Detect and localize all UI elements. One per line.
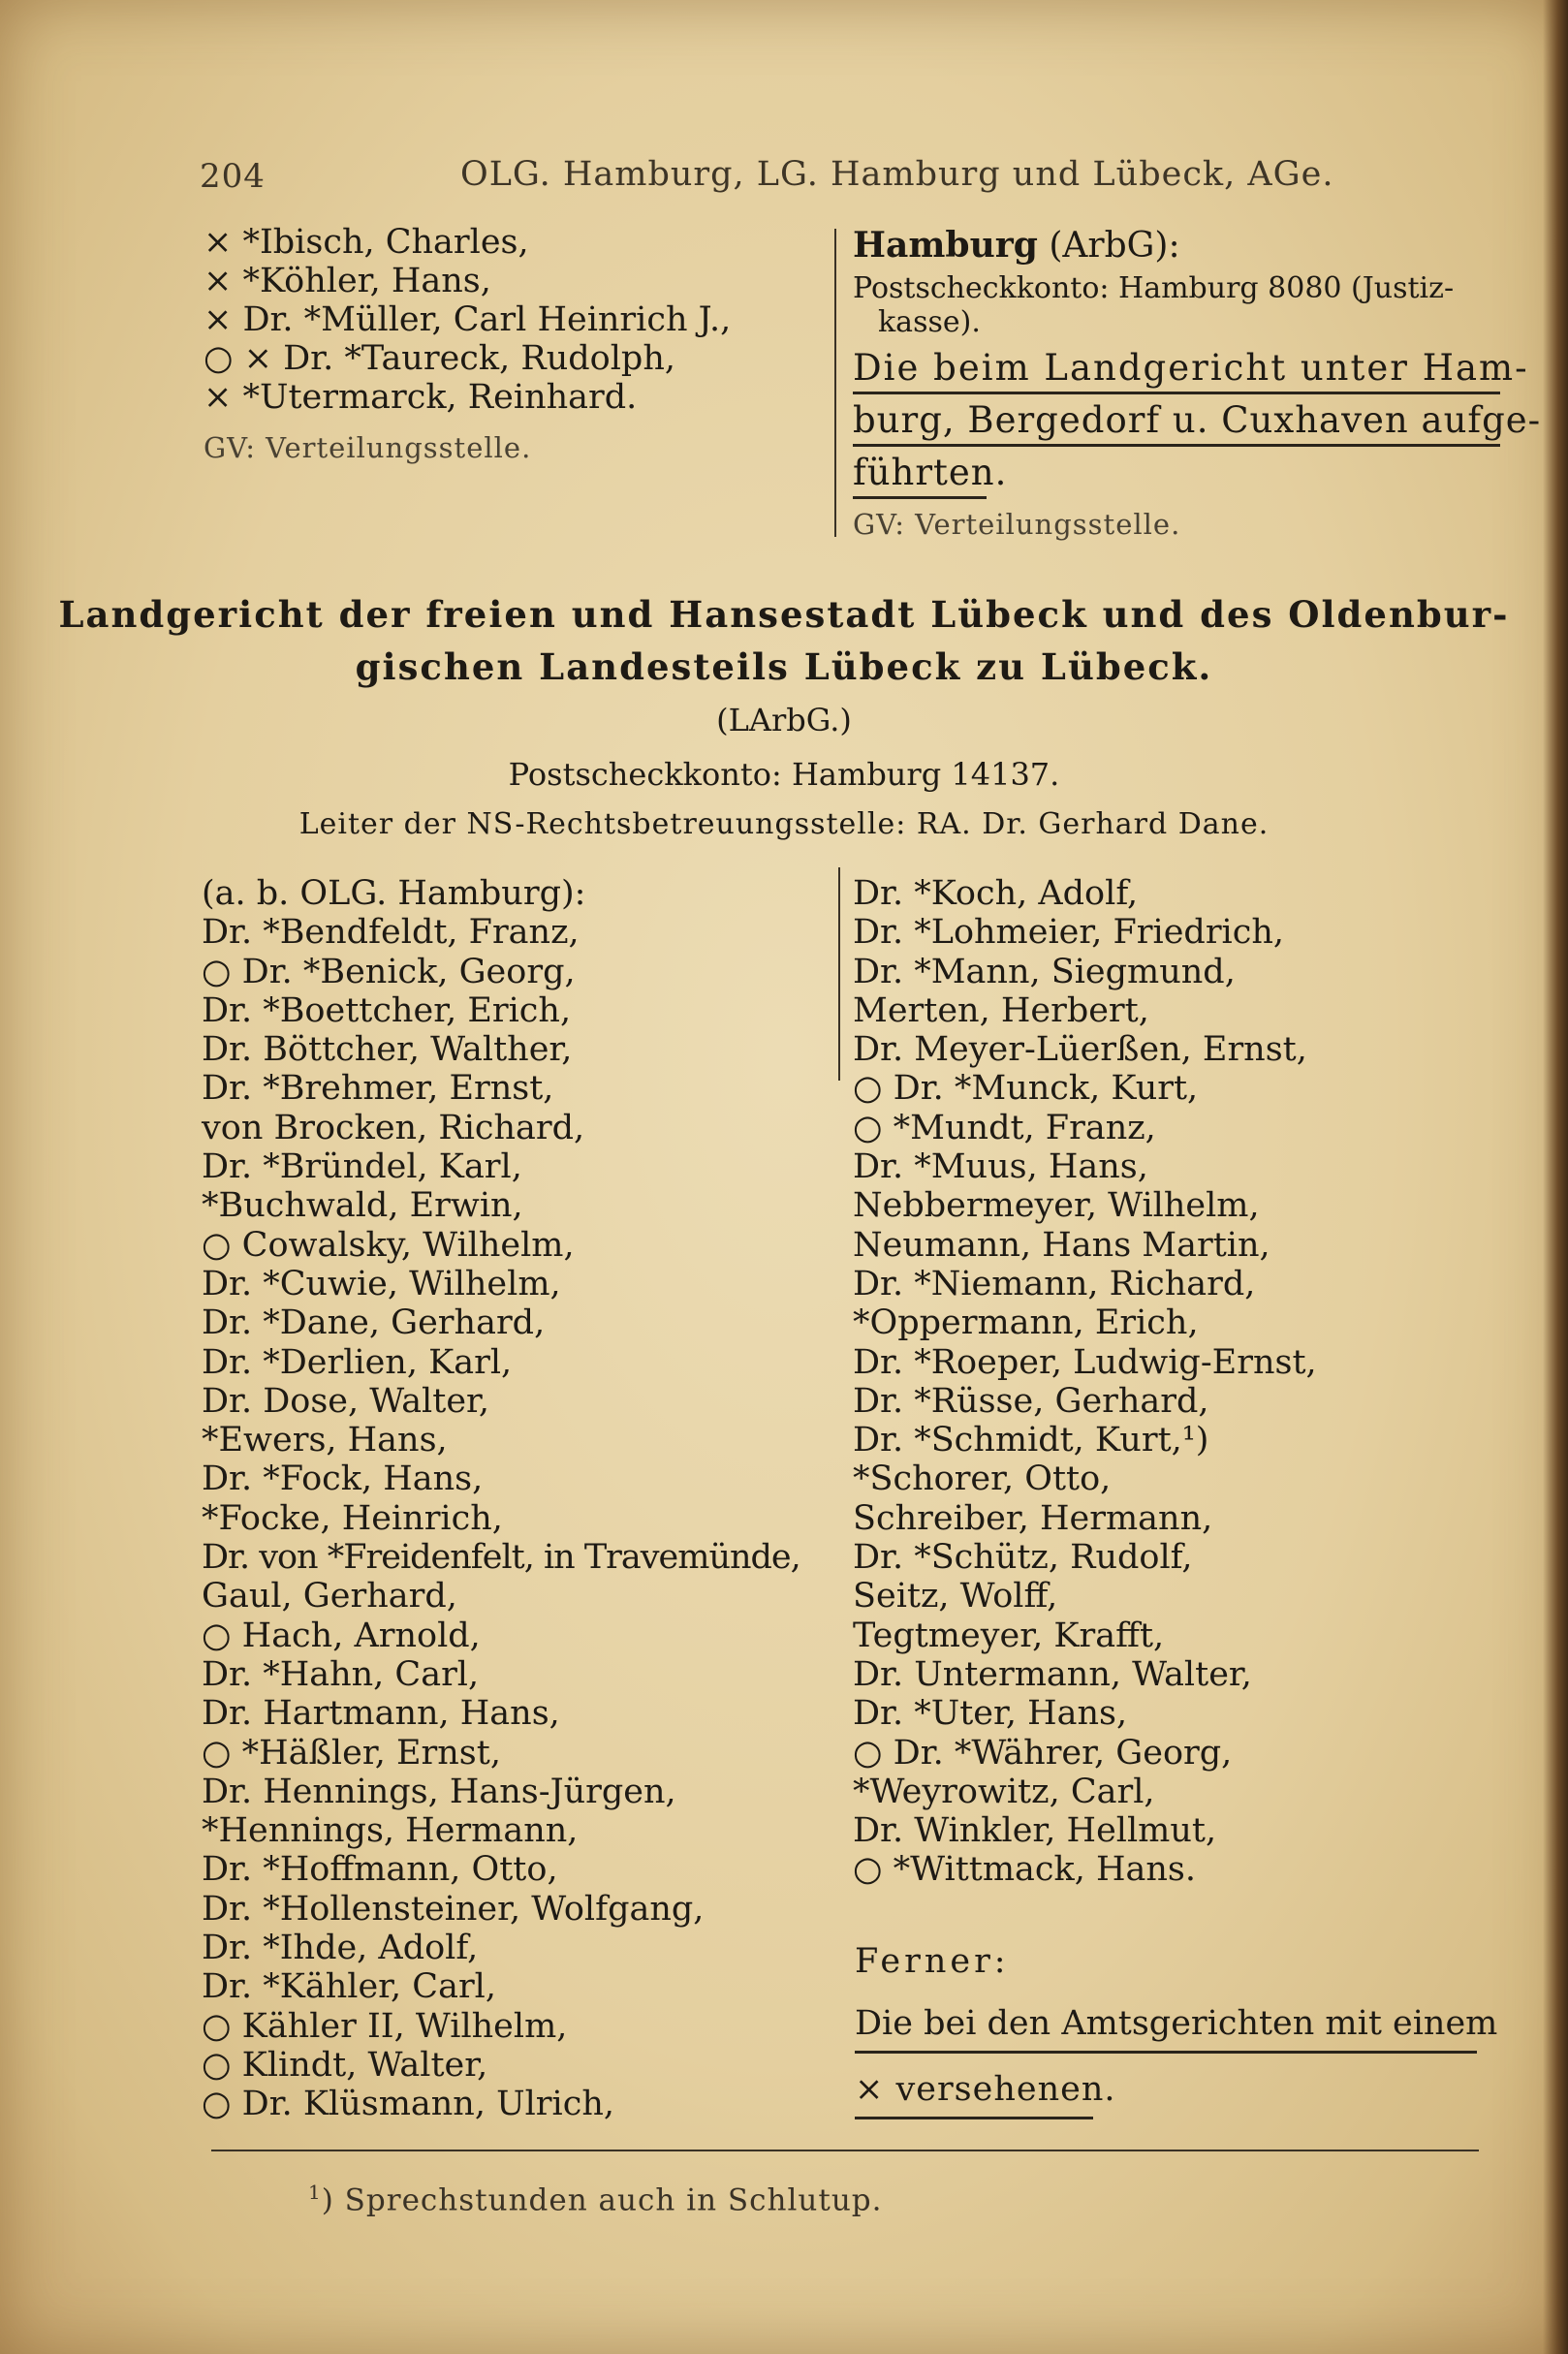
list-item: Dr. *Hoffmann, Otto, xyxy=(202,1850,558,1890)
hamburg-note-line3: führten. xyxy=(853,452,1008,493)
list-item: × Dr. *Müller, Carl Heinrich J., xyxy=(204,300,732,339)
list-item: Neumann, Hans Martin, xyxy=(853,1225,1270,1265)
footnote-text: ) Sprechstunden auch in Schlutup. xyxy=(321,2182,883,2218)
court-heading-line1: Landgericht der freien und Hansestadt Lübeck und des Oldenbur- xyxy=(58,593,1510,636)
list-item: (a. b. OLG. Hamburg): xyxy=(202,874,586,913)
list-item: Dr. *Dane, Gerhard, xyxy=(202,1303,546,1343)
top-left-note: GV: Verteilungsstelle. xyxy=(204,431,532,464)
running-head: OLG. Hamburg, LG. Hamburg und Lübeck, AGe. xyxy=(460,155,1334,194)
list-item: Dr. *Bendfeldt, Franz, xyxy=(202,913,580,953)
list-item: Dr. *Rüsse, Gerhard, xyxy=(853,1381,1209,1421)
court-heading-line2: gischen Landesteils Lübeck zu Lübeck. xyxy=(355,645,1213,688)
list-item: ○ *Wittmack, Hans. xyxy=(853,1850,1196,1890)
underline xyxy=(853,444,1500,447)
list-item: Dr. Hennings, Hans-Jürgen, xyxy=(202,1772,676,1811)
footnote-rule xyxy=(211,2150,1479,2151)
hamburg-title xyxy=(853,225,1180,266)
hamburg-title-suffix: (ArbG): xyxy=(1049,226,1180,266)
list-item: *Oppermann, Erich, xyxy=(853,1303,1199,1343)
list-item: *Buchwald, Erwin, xyxy=(202,1186,523,1226)
list-item: Seitz, Wolff, xyxy=(853,1577,1058,1616)
list-item: Dr. Meyer-Lüerßen, Ernst, xyxy=(853,1030,1307,1070)
list-item: ○ Klindt, Walter, xyxy=(202,2045,488,2085)
list-item: Gaul, Gerhard, xyxy=(202,1577,457,1616)
top-left-list xyxy=(204,223,731,417)
list-item: Dr. Böttcher, Walther, xyxy=(202,1030,573,1070)
list-item: Schreiber, Hermann, xyxy=(853,1498,1213,1538)
list-item: Dr. Untermann, Walter, xyxy=(853,1654,1252,1694)
underline xyxy=(853,392,1500,394)
hamburg-postscheck-line2: kasse). xyxy=(878,305,981,339)
list-item: ○ Dr. *Munck, Kurt, xyxy=(853,1069,1199,1109)
hamburg-note-line2: burg, Bergedorf u. Cuxhaven aufge- xyxy=(853,399,1542,441)
list-item: *Focke, Heinrich, xyxy=(202,1498,503,1538)
list-item: Dr. *Kähler, Carl, xyxy=(202,1967,496,2007)
list-item: × *Ibisch, Charles, xyxy=(204,223,529,262)
list-item: ○ Kähler II, Wilhelm, xyxy=(202,2006,568,2046)
list-item: Dr. *Schmidt, Kurt,¹) xyxy=(853,1421,1209,1460)
list-item: Merten, Herbert, xyxy=(853,990,1149,1030)
list-item: Dr. *Lohmeier, Friedrich, xyxy=(853,913,1285,953)
footnote xyxy=(308,2181,883,2217)
list-item: Dr. Winkler, Hellmut, xyxy=(853,1811,1217,1851)
hamburg-postscheck-line1: Postscheckkonto: Hamburg 8080 (Justiz- xyxy=(853,271,1455,305)
list-item: Dr. *Mann, Siegmund, xyxy=(853,952,1236,991)
list-item: Dr. *Bründel, Karl, xyxy=(202,1147,522,1187)
lawyer-list-left xyxy=(202,874,800,2124)
list-item: ○ *Häßler, Ernst, xyxy=(202,1733,501,1773)
list-item: ○ Dr. *Währer, Georg, xyxy=(853,1733,1233,1773)
list-item: Dr. *Ihde, Adolf, xyxy=(202,1929,479,1968)
underline xyxy=(855,2051,1477,2054)
list-item: Dr. *Schütz, Rudolf, xyxy=(853,1538,1193,1578)
hamburg-gv-note: GV: Verteilungsstelle. xyxy=(853,508,1181,541)
underline xyxy=(855,2117,1093,2119)
hamburg-title-name: Hamburg xyxy=(853,225,1038,266)
footnote-marker: 1 xyxy=(308,2181,322,2204)
list-item: Dr. *Boettcher, Erich, xyxy=(202,990,572,1030)
list-item: Dr. *Cuwie, Wilhelm, xyxy=(202,1264,561,1303)
list-item: Dr. *Roeper, Ludwig-Ernst, xyxy=(853,1342,1317,1382)
list-item: ○ Hach, Arnold, xyxy=(202,1616,481,1655)
page-number: 204 xyxy=(200,157,266,196)
list-item: Dr. von *Freidenfelt, in Travemünde, xyxy=(202,1538,800,1578)
list-item: von Brocken, Richard, xyxy=(202,1108,585,1147)
court-postscheck: Postscheckkonto: Hamburg 14137. xyxy=(508,756,1060,793)
list-item: Dr. *Hahn, Carl, xyxy=(202,1654,480,1694)
list-item: *Schorer, Otto, xyxy=(853,1459,1112,1499)
court-leader: Leiter der NS-Rechtsbetreuungsstelle: RA. Dr. Gerhard Dane. xyxy=(298,807,1270,841)
list-item: Nebbermeyer, Wilhelm, xyxy=(853,1186,1260,1226)
list-item: Dr. *Uter, Hans, xyxy=(853,1694,1128,1734)
list-item: ○ Cowalsky, Wilhelm, xyxy=(202,1225,575,1265)
list-item: Dr. Dose, Walter, xyxy=(202,1381,490,1421)
ferner-note-line2: × versehenen. xyxy=(855,2070,1116,2109)
column-divider xyxy=(834,229,836,537)
list-item: Tegtmeyer, Krafft, xyxy=(853,1616,1165,1655)
list-item: ○ Dr. *Benick, Georg, xyxy=(202,952,576,991)
list-item: Dr. *Derlien, Karl, xyxy=(202,1342,513,1382)
list-item: Dr. Hartmann, Hans, xyxy=(202,1694,560,1734)
ferner-note-line1: Die bei den Amtsgerichten mit einem xyxy=(855,2004,1498,2043)
list-item: *Weyrowitz, Carl, xyxy=(853,1772,1155,1811)
list-item: Dr. *Fock, Hans, xyxy=(202,1459,484,1499)
list-item: ○ Dr. Klüsmann, Ulrich, xyxy=(202,2085,614,2124)
underline xyxy=(853,496,987,499)
ferner-label: Ferner: xyxy=(855,1942,1010,1981)
lawyer-list-right xyxy=(853,874,1317,1890)
list-item: Dr. *Niemann, Richard, xyxy=(853,1264,1256,1303)
list-item: Dr. *Brehmer, Ernst, xyxy=(202,1069,554,1109)
list-item: *Hennings, Hermann, xyxy=(202,1811,579,1851)
list-item: ○ *Mundt, Franz, xyxy=(853,1108,1156,1147)
list-item: Dr. *Muus, Hans, xyxy=(853,1147,1148,1187)
court-subtitle: (LArbG.) xyxy=(716,702,852,738)
hamburg-note-line1: Die beim Landgericht unter Ham- xyxy=(853,347,1529,389)
column-divider xyxy=(838,867,840,1081)
list-item: × *Utermarck, Reinhard. xyxy=(204,378,638,417)
list-item: ○ × Dr. *Taureck, Rudolph, xyxy=(204,339,675,378)
list-item: *Ewers, Hans, xyxy=(202,1421,448,1460)
list-item: Dr. *Koch, Adolf, xyxy=(853,874,1139,913)
list-item: × *Köhler, Hans, xyxy=(204,262,491,300)
list-item: Dr. *Hollensteiner, Wolfgang, xyxy=(202,1889,705,1929)
